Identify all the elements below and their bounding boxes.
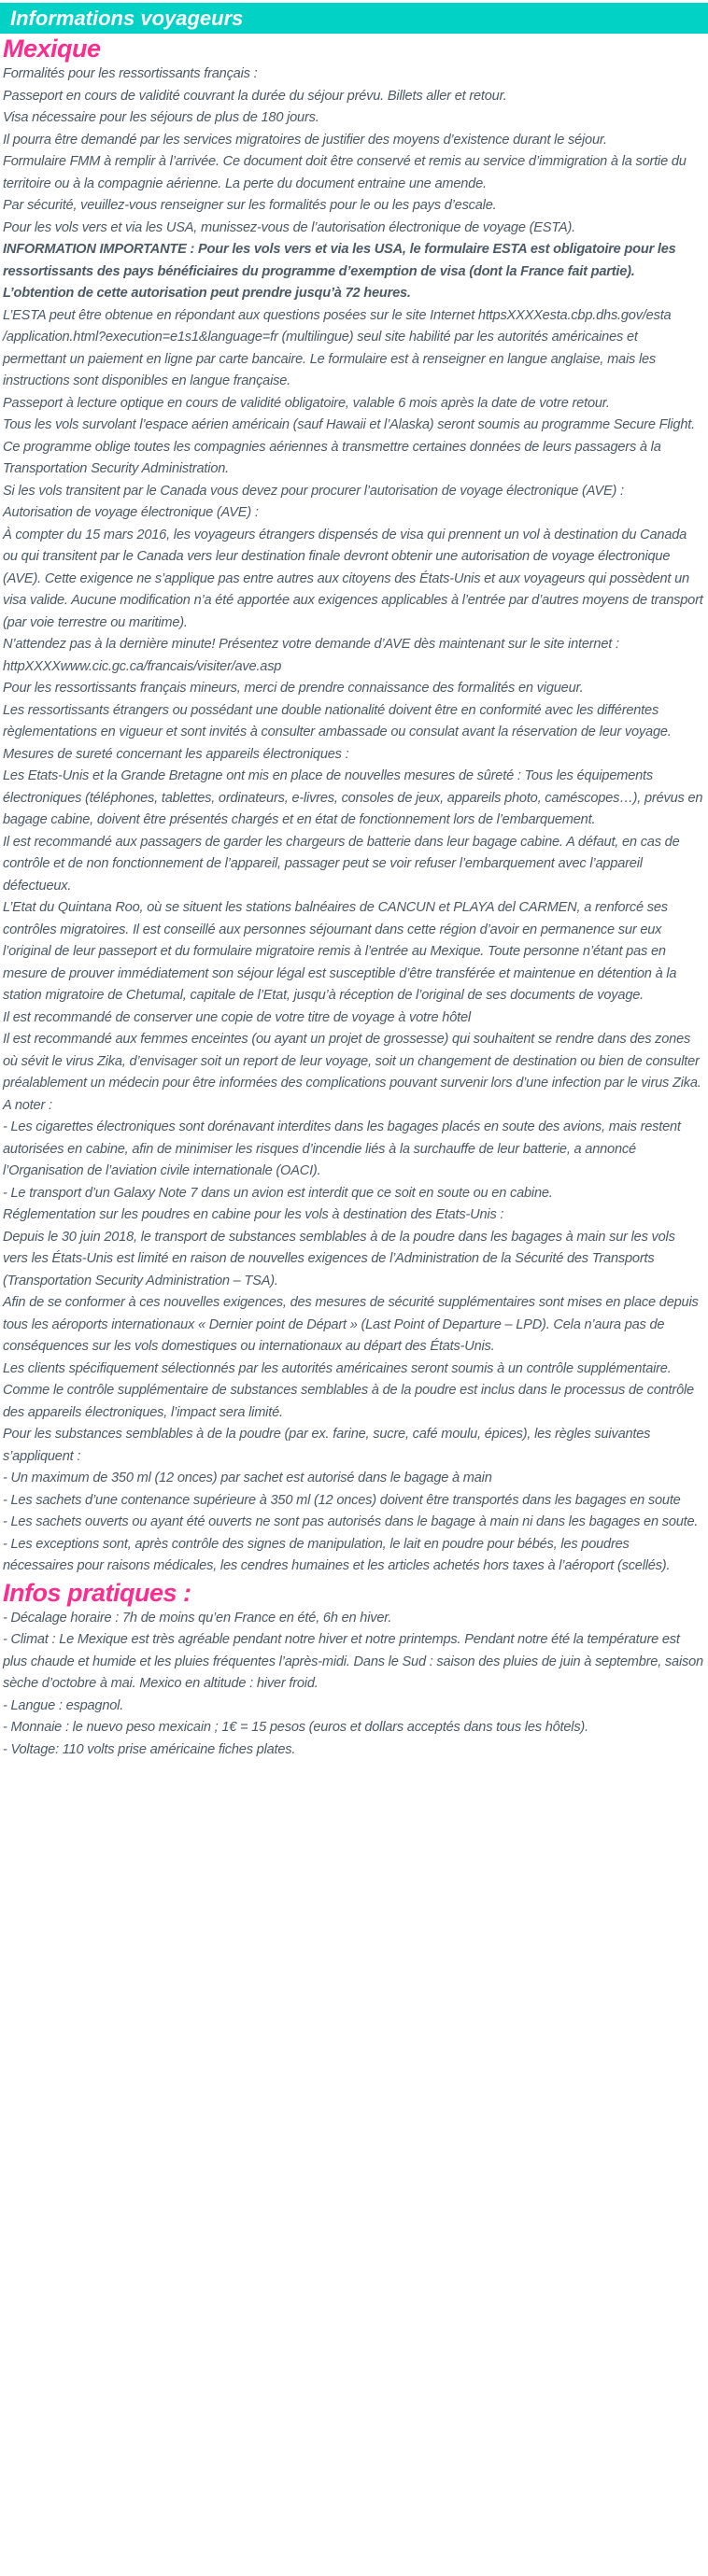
zika-paragraph: Il est recommandé aux femmes enceintes (ou ayant un projet de grossesse) qui souhaitent se rendre dans des zones où sévit le virus Zika, d’envisager soit un report de leur voyage, soit un changement de destination ou bien de consulter préalablement un médecin pour être informées des complications pouvant survenir lors d’une infection par le virus Zika. [3,1032,701,1091]
ave-paragraph: Autorisation de voyage électronique (AVE) : À compter du 15 mars 2016, les voyageurs étrangers dispensés de visa qui prennent un vol à destination du Canada ou qui transitent par le Canada vers leur destination finale devront obtenir une autorisation de voyage électronique (AVE). Cette exigence ne s’applique pas entre autres aux citoyens des États-Unis et aux voyageurs qui possèdent un visa valide. Aucune modification n’a été apportée aux exigences applicables à l’entrée par d’autres moyens de transport (par voie terrestre ou maritime). N’attendez pas à la dernière minute! Présentez votre demande d’AVE dès maintenant sur le site internet : httpXXXXwww.cic.gc.ca/francais/visiter/ave.asp [3,505,703,674]
page-title: Informations voyageurs [10,7,244,30]
infos-pratiques-list: - Décalage horaire : 7h de moins qu’en France en été, 6h en hiver. - Climat : Le Mexique est très agréable pendant notre hiver et notre printemps. Pendant notre été la température est plus chaude et humide et les pluies fréquentes l’après-midi. Dans le Sud : saison des pluies de juin à septembre, saison sèche d’octobre à mai. Mexico en altitude : hiver froid. - Langue : espagnol. - Monnaie : le nuevo peso mexicain ; 1€ = 15 pesos (euros et dollars acceptés dans tous les hôtels). - Voltage: 110 volts prise américaine fiches plates. [3,1610,703,1757]
pays-escale-paragraph: Par sécurité, veuillez-vous renseigner sur les formalités pour le ou les pays d’escale. [3,198,497,213]
mesures-surete-paragraph: Mesures de sureté concernant les appareils électroniques : Les Etats-Unis et la Grande Bretagne ont mis en place de nouvelles mesures de sûreté : Tous les équipements électroniques (téléphones, tablettes, ordinateurs, e-livres, consoles de jeux, appareils photo, caméscopes…), prévus en bagage cabine, doivent être présentés chargés et en état de fonctionnement lors de l’embarquement. Il est recommandé aux passagers de garder les chargeurs de batterie dans leur bagage cabine. A défaut, en cas de contrôle et de non fonctionnement de l’appareil, passager peut se voir refuser l’embarquement avec l’appareil défectueux. [3,746,703,894]
section-header-bar [0,3,708,34]
canada-transit-intro: Si les vols transitent par le Canada vous devez pour procurer l’autorisation de voyage électronique (AVE) : [3,483,624,499]
passeport-optique-paragraph: Passeport à lecture optique en cours de validité obligatoire, valable 6 mois après la date de votre retour. [3,395,610,411]
travel-info-page [0,3,708,1783]
poudres-reglementation-paragraph: Réglementation sur les poudres en cabine pour les vols à destination des Etats-Unis : Depuis le 30 juin 2018, le transport de substances semblables à de la poudre dans les bagages à main sur les vols vers les États-Unis est limité en raison de nouvelles exigences de l’Administration de la Sécurité des Transports (Transportation Security Administration – TSA). Afin de se conformer à ces nouvelles exigences, des mesures de sécurité supplémentaires sont mises en place depuis tous les aéroports internationaux « Dernier point de Départ » (Last Point of Departure – LPD). Cela n’aura pas de conséquences sur les vols domestiques ou internationaux au départ des États-Unis. Les clients spécifiquement sélectionnés par les autorités américaines seront soumis à un contrôle supplémentaire. Comme le contrôle supplémentaire de substances semblables à de la poudre est inclus dans le processus de contrôle des appareils électroniques, l’impact sera limité. Pour les substances semblables à de la poudre (par ex. farine, sucre, café moulu, épices), les règles suivantes s’appliquent : - Un maximum de 350 ml (12 onces) par sachet est autorisé dans le bagage à main - Les sachets d’une contenance supérieure à 350 ml (12 onces) doivent être transportés dans les bagages en soute - Les sachets ouverts ou ayant été ouverts ne sont pas autorisés dans le bagage à main ni dans les bagages en soute. - Les exceptions sont, après contrôle des signes de manipulation, le lait en poudre pour bébés, les poudres nécessaires pour raisons médicales, les cendres humaines et les articles achetés hors taxes à l’aéroport (scellés). [3,1207,699,1573]
formulaire-fmm-paragraph: Formulaire FMM à remplir à l’arrivée. Ce document doit être conservé et remis au service d’immigration à la sortie du territoire ou à la compagnie aérienne. La perte du document entraine une amende. [3,154,687,191]
important-info-paragraph: INFORMATION IMPORTANTE : Pour les vols vers et via les USA, le formulaire ESTA est obligatoire pour les ressortissants des pays bénéficiaires du programme d’exemption de visa (dont la France fait partie). L’obtention de cette autorisation peut prendre jusqu’à 72 heures. [3,242,676,301]
content [0,34,708,1783]
esta-intro-paragraph: Pour les vols vers et via les USA, munissez-vous de l’autorisation électronique de voyage (ESTA). [3,219,576,235]
a-noter-intro: A noter : [3,1097,52,1113]
passeport-visa-paragraph: Passeport en cours de validité couvrant la durée du séjour prévu. Billets aller et retour. Visa nécessaire pour les séjours de plus de 180 jours. [3,88,507,125]
formalites-intro: Formalités pour les ressortissants français : [3,66,258,81]
secure-flight-paragraph: Tous les vols survolant l’espace aérien américain (sauf Hawaii et l’Alaska) seront soumis au programme Secure Flight. Ce programme oblige toutes les compagnies aériennes à transmettre certaines données de leurs passagers à la Transportation Security Administration. [3,417,695,476]
quintana-roo-paragraph: L’Etat du Quintana Roo, où se situent les stations balnéaires de CANCUN et PLAYA del CARMEN, a renforcé ses contrôles migratoires. Il est conseillé aux personnes séjournant dans cette région d’avoir en permanence sur eux l’original de leur passeport et du formulaire migratoire remis à l’entrée au Mexique. Toute personne n’étant pas en mesure de prouver immédiatement son séjour légal est susceptible d’être transférée et maintenue en détention à la station migratoire de Chetumal, capitale de l’Etat, jusqu’à réception de l’original de ses documents de voyage. Il est recommandé de conserver une copie de votre titre de voyage à votre hôtel [3,900,677,1025]
esta-site-paragraph: L’ESTA peut être obtenue en répondant aux questions posées sur le site Internet httpsXXXXesta.cbp.dhs.gov/esta /application.html?execution=e1s1&language=fr (multilingue) seul site habilité par les autorités américaines et permettant un paiement en ligne par carte bancaire. Le formulaire est à renseigner en langue anglaise, mais les instructions sont disponibles en langue française. [3,307,672,388]
cigarettes-electroniques-paragraph: - Les cigarettes électroniques sont dorénavant interdites dans les bagages placés en soute des avions, mais restent autorisées en cabine, afin de minimiser les risques d’incendie liés à la surchauffe de leur batterie, a annoncé l’Organisation de l’aviation civile internationale (OACI). [3,1119,681,1178]
moyens-existence-paragraph: Il pourra être demandé par les services migratoires de justifier des moyens d’existence durant le séjour. [3,132,607,148]
double-nationalite-paragraph: Les ressortissants étrangers ou possédant une double nationalité doivent être en conformité avec les différentes règlementations en vigueur et sont invités à consulter ambassade ou consulat avant la réservation de leur voyage. [3,702,672,739]
country-title: Mexique [3,35,101,63]
infos-pratiques-title: Infos pratiques : [3,1578,191,1607]
mineurs-paragraph: Pour les ressortissants français mineurs, merci de prendre connaissance des formalités en vigueur. [3,681,584,696]
galaxy-note7-paragraph: - Le transport d’un Galaxy Note 7 dans un avion est interdit que ce soit en soute ou en cabine. [3,1185,553,1201]
